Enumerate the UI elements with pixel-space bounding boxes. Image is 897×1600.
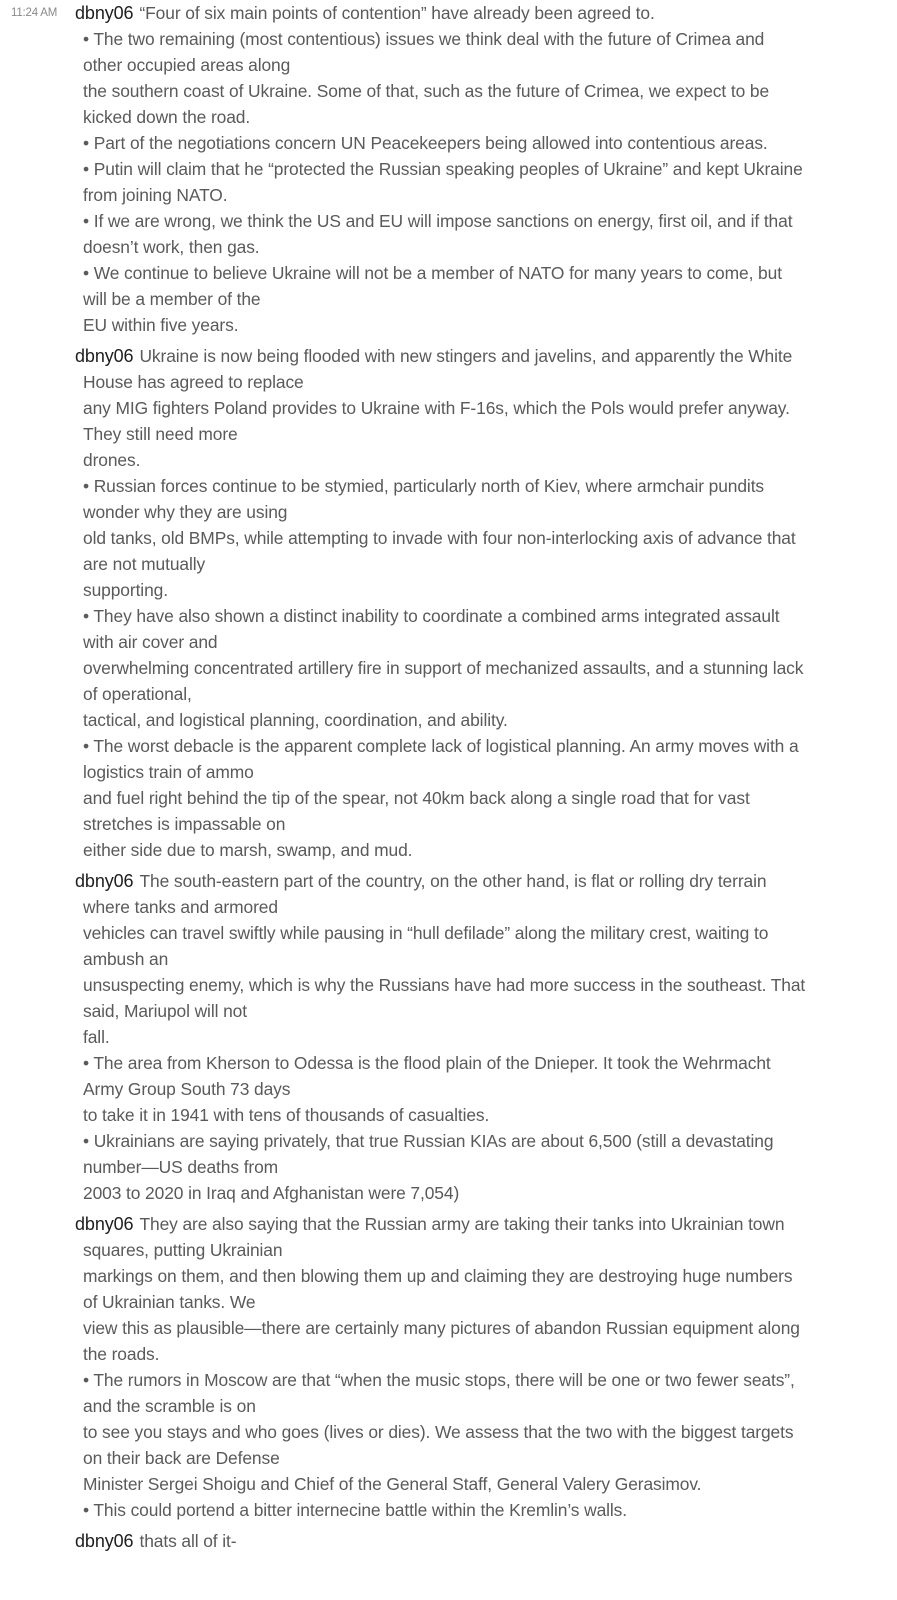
- bullet-line: • If we are wrong, we think the US and EU will impose sanctions on energy, first oil, and if that: [83, 211, 793, 231]
- message-line: squares, putting Ukrainian: [83, 1240, 283, 1260]
- message-line: House has agreed to replace: [83, 372, 304, 392]
- message-line: said, Mariupol will not: [83, 1001, 247, 1021]
- message-line: the southern coast of Ukraine. Some of that, such as the future of Crimea, we expect to be: [83, 81, 770, 101]
- message-line: old tanks, old BMPs, while attempting to invade with four non-interlocking axis of advance that: [83, 528, 796, 548]
- bullet-line: • The rumors in Moscow are that “when the music stops, there will be one or two fewer seats”,: [83, 1370, 795, 1390]
- message-line: on their back are Defense: [83, 1448, 280, 1468]
- username[interactable]: dbny06: [75, 1214, 134, 1234]
- message-line: any MIG fighters Poland provides to Ukraine with F-16s, which the Pols would prefer anyway.: [83, 398, 790, 418]
- message-text: They are also saying that the Russian army are taking their tanks into Ukrainian town: [139, 1214, 785, 1234]
- bullet-line: • The two remaining (most contentious) issues we think deal with the future of Crimea and: [83, 29, 765, 49]
- message-line: are not mutually: [83, 554, 206, 574]
- bullet-line: • Part of the negotiations concern UN Peacekeepers being allowed into contentious areas.: [83, 133, 768, 153]
- message-line: 2003 to 2020 in Iraq and Afghanistan were 7,054): [83, 1183, 460, 1203]
- bullet-line: • Putin will claim that he “protected the Russian speaking peoples of Ukraine” and kept Ukraine: [83, 159, 803, 179]
- message-line: other occupied areas along: [83, 55, 291, 75]
- message-line: fall.: [83, 1027, 110, 1047]
- bullet-line: • The area from Kherson to Odessa is the flood plain of the Dnieper. It took the Wehrmacht: [83, 1053, 771, 1073]
- message-line: vehicles can travel swiftly while pausing in “hull defilade” along the military crest, waiting to: [83, 923, 769, 943]
- username[interactable]: dbny06: [75, 1531, 134, 1551]
- bullet-line: • This could portend a bitter internecine battle within the Kremlin’s walls.: [83, 1500, 628, 1520]
- message-line: view this as plausible—there are certainly many pictures of abandon Russian equipment along: [83, 1318, 800, 1338]
- message-line: of operational,: [83, 684, 192, 704]
- message-line: overwhelming concentrated artillery fire in support of mechanized assaults, and a stunning lack: [83, 658, 804, 678]
- message-line: drones.: [83, 450, 141, 470]
- message-line: will be a member of the: [83, 289, 261, 309]
- message-line: markings on them, and then blowing them up and claiming they are destroying huge numbers: [83, 1266, 793, 1286]
- message-line: Minister Sergei Shoigu and Chief of the General Staff, General Valery Gerasimov.: [83, 1474, 702, 1494]
- message-first-line: [75, 343, 877, 369]
- message-line: where tanks and armored: [83, 897, 278, 917]
- message-line: the roads.: [83, 1344, 160, 1364]
- message-line: stretches is impassable on: [83, 814, 286, 834]
- bullet-line: • The worst debacle is the apparent complete lack of logistical planning. An army moves with a: [83, 736, 799, 756]
- message-line: doesn’t work, then gas.: [83, 237, 260, 257]
- message-line: and fuel right behind the tip of the spear, not 40km back along a single road that for vast: [83, 788, 750, 808]
- message-line: unsuspecting enemy, which is why the Russians have had more success in the southeast. That: [83, 975, 806, 995]
- message-line: either side due to marsh, swamp, and mud.: [83, 840, 413, 860]
- message-line: ambush an: [83, 949, 169, 969]
- message-text: thats all of it-: [139, 1531, 237, 1551]
- bullet-line: • Ukrainians are saying privately, that true Russian KIAs are about 6,500 (still a devastating: [83, 1131, 774, 1151]
- bullet-line: • Russian forces continue to be stymied, particularly north of Kiev, where armchair pundits: [83, 476, 765, 496]
- username[interactable]: dbny06: [75, 871, 134, 891]
- message-line: to take it in 1941 with tens of thousands of casualties.: [83, 1105, 490, 1125]
- message-line: of Ukrainian tanks. We: [83, 1292, 256, 1312]
- message-text: Ukraine is now being flooded with new stingers and javelins, and apparently the White: [139, 346, 793, 366]
- username[interactable]: dbny06: [75, 3, 134, 23]
- message-line: and the scramble is on: [83, 1396, 256, 1416]
- chat-message: [0, 0, 897, 338]
- username[interactable]: dbny06: [75, 346, 134, 366]
- message-text: “Four of six main points of contention” have already been agreed to.: [139, 3, 655, 23]
- message-first-line: [75, 1528, 877, 1554]
- message-line: kicked down the road.: [83, 107, 251, 127]
- message-line: logistics train of ammo: [83, 762, 254, 782]
- message-line: wonder why they are using: [83, 502, 288, 522]
- message-first-line: [75, 868, 877, 894]
- message-line: with air cover and: [83, 632, 218, 652]
- message-first-line: [75, 1211, 877, 1237]
- chat-message: [0, 1528, 897, 1554]
- chat-message: [0, 868, 897, 1206]
- message-line: to see you stays and who goes (lives or dies). We assess that the two with the biggest targets: [83, 1422, 794, 1442]
- message-line: from joining NATO.: [83, 185, 228, 205]
- message-timestamp[interactable]: 11:24 AM: [11, 7, 58, 19]
- message-line: They still need more: [83, 424, 238, 444]
- bullet-line: • They have also shown a distinct inability to coordinate a combined arms integrated assault: [83, 606, 780, 626]
- chat-message: [0, 1211, 897, 1523]
- message-first-line: [75, 0, 877, 26]
- message-line: EU within five years.: [83, 315, 239, 335]
- message-line: supporting.: [83, 580, 168, 600]
- message-line: tactical, and logistical planning, coordination, and ability.: [83, 710, 508, 730]
- message-line: Army Group South 73 days: [83, 1079, 291, 1099]
- chat-message: [0, 343, 897, 863]
- message-line: number—US deaths from: [83, 1157, 279, 1177]
- message-text: The south-eastern part of the country, on the other hand, is flat or rolling dry terrain: [139, 871, 767, 891]
- bullet-line: • We continue to believe Ukraine will not be a member of NATO for many years to come, but: [83, 263, 782, 283]
